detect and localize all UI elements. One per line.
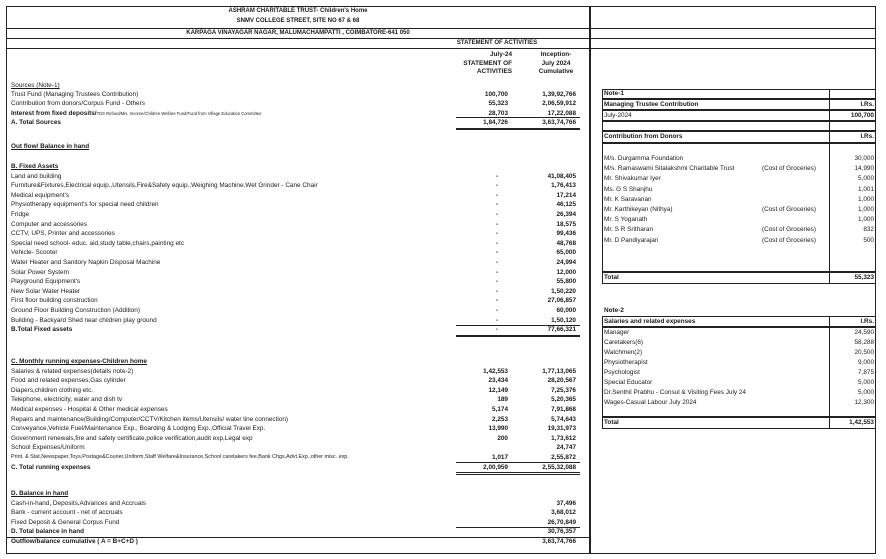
row-cumulative-value: 27,06,857 (547, 297, 576, 305)
item-remark: (Cost of Groceries) (762, 206, 816, 213)
item-value: 500 (863, 236, 874, 244)
row-month-value: 189 (497, 396, 508, 404)
row-month-value: 1,42,553 (483, 367, 508, 375)
list-item (602, 154, 876, 164)
list-item (602, 215, 876, 225)
sources-heading: Sources (Note-1) (11, 82, 60, 89)
row-cumulative-value: 1,50,120 (551, 316, 576, 324)
row-label: C. Total running expenses (11, 463, 91, 471)
row-cumulative-value: 99,436 (556, 230, 576, 238)
row-month-value: - (495, 172, 498, 180)
list-item (602, 205, 876, 215)
list-item (602, 388, 876, 398)
note1-mt-value-row (602, 111, 876, 121)
row-month-value: 1,017 (492, 454, 508, 461)
column-header-cumulative-line2: July 2024 (541, 59, 571, 67)
table-row (11, 277, 586, 287)
item-value: 5,000 (858, 175, 874, 183)
table-row (11, 405, 586, 415)
row-label: First floor building construction (11, 297, 98, 305)
total-rule (456, 129, 580, 130)
item-value: 9,000 (858, 358, 874, 366)
column-header-month (440, 51, 512, 77)
item-value: 12,300 (854, 398, 874, 406)
section-heading (11, 142, 586, 152)
org-address-line1: SNMV COLLEGE STREET, SITE NO 67 & 68 (236, 18, 360, 24)
table-row (11, 258, 586, 268)
item-value: 832 (863, 226, 874, 234)
list-item (602, 174, 876, 184)
row-label: D. Total balance in hand (11, 528, 85, 536)
note2-total-value: 1,42,553 (849, 419, 874, 426)
row-month-value: - (495, 220, 498, 228)
org-name: ASHRAM CHARITABLE TRUST- Children's Home (228, 8, 368, 14)
note2-heading (602, 317, 876, 327)
row-cumulative-value: 17,214 (556, 191, 576, 199)
table-row (11, 424, 586, 434)
row-label: Outflow/balance cumulative ( A = B+C+D ) (11, 538, 138, 546)
row-label: Salaries & related expenses(details note-2) (11, 367, 134, 375)
note1-total-value: 55,323 (854, 274, 874, 281)
list-item (602, 328, 876, 338)
item-name: Mr. S R Sritharan (604, 226, 654, 234)
row-label: Cash-in-hand, Deposits,Advances and Accruals (11, 499, 146, 507)
item-value: 20,500 (854, 348, 874, 356)
row-cumulative-value: 37,496 (556, 499, 576, 507)
total-row (11, 118, 586, 128)
note1-total-label: Total (604, 274, 619, 281)
row-month-value: 13,990 (488, 425, 508, 433)
table-row (11, 518, 586, 528)
row-cumulative-value: 26,70,849 (547, 518, 576, 526)
note2-title-text: Note-2 (604, 307, 624, 314)
table-row (11, 499, 586, 509)
row-cumulative-value: 7,91,868 (551, 406, 576, 413)
item-value: 7,875 (858, 368, 874, 376)
currency-label: I.Rs. (860, 317, 874, 325)
row-label: Diapers,children clothing etc. (11, 386, 94, 394)
row-cumulative-value: 19,31,973 (547, 425, 576, 433)
note2-column-divider (829, 316, 830, 429)
row-label: Water Heater and Sanitory Napkin Disposal Machine (11, 259, 161, 266)
table-row (11, 415, 586, 425)
total-row (11, 325, 586, 335)
row-label: Food and related expenses,Gas cylinder (11, 377, 126, 385)
list-item (602, 225, 876, 235)
note1-donors-heading-text: Contribution from Donors (604, 133, 683, 140)
row-cumulative-value: 17,22,088 (547, 109, 576, 117)
note1-mt-label: July-2024 (604, 111, 632, 119)
note1-column-divider (829, 89, 830, 284)
column-header-month-line2: STATEMENT OF (463, 59, 512, 67)
section-heading (11, 489, 586, 499)
row-cumulative-value: 1,50,220 (551, 287, 576, 295)
row-cumulative-value: 60,000 (556, 307, 576, 314)
row-month-value: - (495, 239, 498, 247)
row-label: Bank - current account - net of accruals (11, 509, 123, 517)
row-cumulative-value: 65,000 (556, 249, 576, 257)
note1-mt-heading-text: Managing Trustee Contribution (604, 100, 699, 108)
row-month-value: - (495, 268, 498, 276)
item-name: Dr.Senthil Prabhu - Consul & Visiting Fees July 24 (604, 388, 746, 396)
item-value: 14,990 (854, 165, 874, 173)
row-cumulative-value: 2,55,872 (551, 454, 576, 461)
row-label: Conveyance,Vehicle Fuel/Maintenance Exp., Boarding & Lodging Exp.,Official Travel Exp. (11, 425, 266, 433)
header-address-row (6, 29, 590, 39)
total-row (11, 527, 586, 537)
row-cumulative-value: 1,76,413 (551, 182, 576, 190)
row-cumulative-value: 30,76,357 (547, 528, 576, 536)
total-rule (456, 336, 580, 337)
table-row (11, 508, 586, 518)
list-item (602, 338, 876, 348)
row-month-value: - (495, 316, 498, 324)
row-label: Ground Floor Building Construction (Addition) (11, 307, 140, 314)
table-row (11, 172, 586, 182)
column-header-cumulative (528, 51, 584, 77)
note1-title (602, 89, 876, 99)
row-month-value: - (495, 230, 498, 238)
row-month-value: - (495, 307, 498, 314)
item-value: 30,000 (854, 155, 874, 162)
table-row (11, 434, 586, 444)
list-item (602, 164, 876, 174)
row-month-value: - (495, 297, 498, 305)
row-label: Contribution from donors/Corpus Fund - Others (11, 100, 145, 107)
list-item (602, 195, 876, 205)
row-label-detail: TDS Refund/Mis. Income/Children Welfare Fund/Fund from Village Education Committee (96, 110, 262, 116)
row-month-value: 28,703 (488, 109, 508, 117)
list-item (602, 348, 876, 358)
list-item (602, 398, 876, 408)
row-month-value: 200 (497, 434, 508, 442)
item-value: 1,001 (858, 185, 874, 193)
note2-title (602, 306, 876, 316)
row-month-value: - (495, 211, 498, 218)
item-name: Mr. D Pandiyarajan (604, 236, 659, 244)
table-row (11, 191, 586, 201)
table-row (11, 367, 586, 377)
row-label: Fixed Deposit & General Corpus Fund (11, 518, 120, 526)
section-heading (11, 357, 586, 367)
item-name: Ms. G S Shanjhu (604, 185, 653, 193)
item-name: Mr. K Saravanan (604, 195, 652, 203)
table-row (11, 287, 586, 297)
row-cumulative-value: 1,73,612 (551, 434, 576, 442)
row-label: Repairs and maintenance(Building/Computer/CCTV/Kitchen items/Utensils/ water line connection) (11, 415, 289, 423)
item-value: 1,000 (858, 216, 874, 224)
note1-total (602, 273, 876, 283)
row-label: Computer and accessories (11, 220, 88, 228)
row-label: Interest from fixed deposits/ (11, 109, 97, 117)
item-value: 58,288 (854, 338, 874, 346)
item-name: Watchmen(2) (604, 348, 643, 356)
table-row (11, 220, 586, 230)
row-label: B.Total Fixed assets (11, 326, 73, 334)
item-remark: (Cost of Groceries) (762, 236, 816, 244)
section-heading-text: D. Balance in hand (11, 490, 69, 497)
row-label: Government renewals,fire and safety certificate,police verification,audit exp,Legal exp (11, 434, 253, 442)
section-heading-text: C. Monthly running expenses-Children home (11, 358, 147, 365)
item-name: M/s. Ramaswami Sitalakshmi Charitable Trust (604, 165, 735, 173)
row-label: Print. & Stat,Newspaper,Toys,Postage&Courier,Uniform,Staff Welfare&Insurance,School caretakers fee,Bank Chgs,Advt.Exp.,other misc. exp. (11, 454, 349, 460)
row-cumulative-value: 7,25,376 (551, 386, 576, 394)
statement-title-row (6, 39, 590, 49)
notes-header-cell-1 (590, 6, 876, 29)
row-month-value: - (495, 287, 498, 295)
row-month-value: 2,00,959 (483, 463, 508, 471)
row-cumulative-value: 28,20,567 (547, 377, 576, 385)
note2-heading-text: Salaries and related expenses (604, 317, 696, 325)
notes-header-cell-2 (590, 29, 876, 39)
column-header-month-line3: ACTIVITIES (476, 68, 512, 75)
row-month-value: 23,434 (488, 377, 508, 385)
section-heading-text: B. Fixed Assets (11, 163, 59, 170)
list-item (602, 358, 876, 368)
row-cumulative-value: 41,08,405 (547, 172, 576, 180)
row-month-value: - (495, 259, 498, 266)
table-row (11, 443, 586, 453)
row-cumulative-value: 1,77,13,065 (542, 367, 576, 375)
item-remark: (Cost of Groceries) (762, 165, 816, 173)
table-row (11, 200, 586, 210)
table-row (11, 296, 586, 306)
row-month-value: - (495, 182, 498, 190)
row-label: Medical equipment's (11, 191, 70, 199)
item-name: Psychologist (604, 368, 640, 376)
row-cumulative-value: 55,800 (556, 278, 576, 286)
note1-spacer-row (602, 121, 876, 131)
row-cumulative-value: 48,768 (556, 239, 576, 247)
row-month-value: 100,700 (484, 90, 508, 98)
row-label: Trust Fund (Managing Trustees Contribution) (11, 90, 139, 98)
item-name: Mr. S Yoganath (604, 216, 648, 224)
note1-title-text: Note-1 (604, 90, 624, 97)
item-name: Mr. Shivakumar Iyer (604, 175, 661, 183)
total-month-value: 1,84,726 (483, 119, 508, 126)
item-name: Wages-Casual Labour July 2024 (604, 398, 697, 406)
statement-title: STATEMENT OF ACTIVITIES (456, 40, 538, 46)
currency-label: I.Rs. (860, 100, 874, 108)
row-label: Land and building (11, 172, 62, 180)
row-label: Fridge (11, 211, 30, 218)
row-cumulative-value: 5,74,643 (551, 415, 576, 423)
row-label: Playground Equipment's (11, 278, 81, 286)
row-label: Physiotherapy equipment's for special need children (11, 201, 159, 209)
row-month-value: 12,149 (488, 386, 508, 394)
row-month-value: - (495, 326, 498, 334)
row-label: Furniture&Fixtures,Electrical equip.,Utensils,Fire&Safety equip.,Weighing Machine,Wet Grinder - Cane Chair (11, 182, 318, 190)
row-cumulative-value: 3,63,74,766 (542, 538, 576, 546)
table-row (11, 90, 586, 100)
currency-label: I.Rs. (860, 133, 874, 140)
row-label: Medical expenses - Hospital & Other medical expenses (11, 406, 168, 413)
table-row (11, 99, 586, 109)
row-month-value: - (495, 278, 498, 286)
row-cumulative-value: 2,06,59,912 (542, 100, 576, 107)
row-month-value: 2,253 (492, 415, 508, 423)
note1-donors-heading (602, 132, 876, 142)
row-month-value: 5,174 (492, 406, 508, 413)
item-value: 5,000 (858, 388, 874, 396)
row-month-value: - (495, 249, 498, 257)
total-row (11, 463, 586, 473)
row-label: School Expenses/Uniform (11, 444, 85, 452)
table-row (11, 453, 586, 463)
list-item (602, 368, 876, 378)
table-row (11, 306, 586, 316)
row-label: Building - Backyard Shed near children play ground (11, 316, 157, 324)
org-address-line2: KARPAGA VINAYAGAR NAGAR, MALUMACHAMPATTI , COIMBATORE-641 050 (186, 30, 410, 36)
header-block (6, 6, 590, 29)
column-header-cumulative-line3: Cumulative (538, 68, 574, 75)
row-month-value: 55,323 (488, 100, 508, 107)
row-cumulative-value: 5,20,365 (551, 396, 576, 404)
item-name: Special Educator (604, 378, 653, 386)
total-rule (456, 474, 580, 475)
row-cumulative-value: 2,55,32,088 (542, 463, 576, 471)
table-row (11, 248, 586, 258)
table-row (11, 229, 586, 239)
item-name: M/s. Durgamma Foundation (604, 155, 684, 162)
outflow-heading: Out flow/ Balance in hand (11, 143, 90, 150)
total-cumulative-value: 3,63,74,766 (542, 119, 576, 126)
item-name: Manager (604, 328, 630, 336)
row-cumulative-value: 26,394 (556, 211, 576, 218)
row-cumulative-value: 18,575 (556, 220, 576, 228)
row-cumulative-value: 77,66,321 (547, 326, 576, 334)
table-row (11, 239, 586, 249)
list-item (602, 378, 876, 388)
note1-mt-heading (602, 100, 876, 110)
row-label: Special need school- educ. aid,study table,chairs,painting etc (11, 239, 185, 247)
item-value: 24,590 (854, 328, 874, 336)
notes-header-cell-3 (590, 39, 876, 49)
column-header-cumulative-line1: Inception- (540, 51, 572, 58)
row-label: Solar Power System (11, 268, 69, 276)
list-item (602, 236, 876, 246)
row-cumulative-value: 24,747 (556, 444, 576, 452)
item-remark: (Cost of Groceries) (762, 226, 816, 234)
item-value: 1,000 (858, 195, 874, 203)
row-cumulative-value: 24,994 (556, 259, 576, 266)
table-row (11, 181, 586, 191)
note1-mt-value: 100,700 (850, 111, 874, 119)
total-label: A. Total Sources (11, 119, 61, 126)
item-name: Mr. Karthikeyan (Nithya) (604, 206, 673, 213)
row-cumulative-value: 12,000 (556, 268, 576, 276)
grand-total-row (11, 537, 586, 547)
item-name: Caretakers(6) (604, 338, 644, 346)
row-label: CCTV, UPS, Printer and accessories (11, 230, 115, 238)
row-label: Vehicle- Scooter (11, 249, 58, 257)
table-row (11, 376, 586, 386)
table-row (11, 268, 586, 278)
row-cumulative-value: 46,125 (556, 201, 576, 209)
note2-total (602, 418, 876, 428)
item-value: 5,000 (858, 378, 874, 386)
row-cumulative-value: 3,68,012 (551, 509, 576, 517)
table-row (11, 386, 586, 396)
table-row (11, 316, 586, 326)
row-cumulative-value: 1,39,92,766 (542, 90, 576, 98)
item-name: Physiotherapist (604, 358, 648, 366)
row-month-value: - (495, 191, 498, 199)
column-header-month-line1: July-24 (489, 51, 512, 58)
item-value: 1,000 (858, 206, 874, 213)
row-month-value: - (495, 201, 498, 209)
note2-total-label: Total (604, 419, 619, 426)
row-label: New Solar Water Heater (11, 287, 81, 295)
row-label: Telephone, electricity, water and dish tv (11, 396, 123, 404)
table-row (11, 210, 586, 220)
section-heading (11, 162, 586, 172)
table-row (11, 395, 586, 405)
list-item (602, 185, 876, 195)
